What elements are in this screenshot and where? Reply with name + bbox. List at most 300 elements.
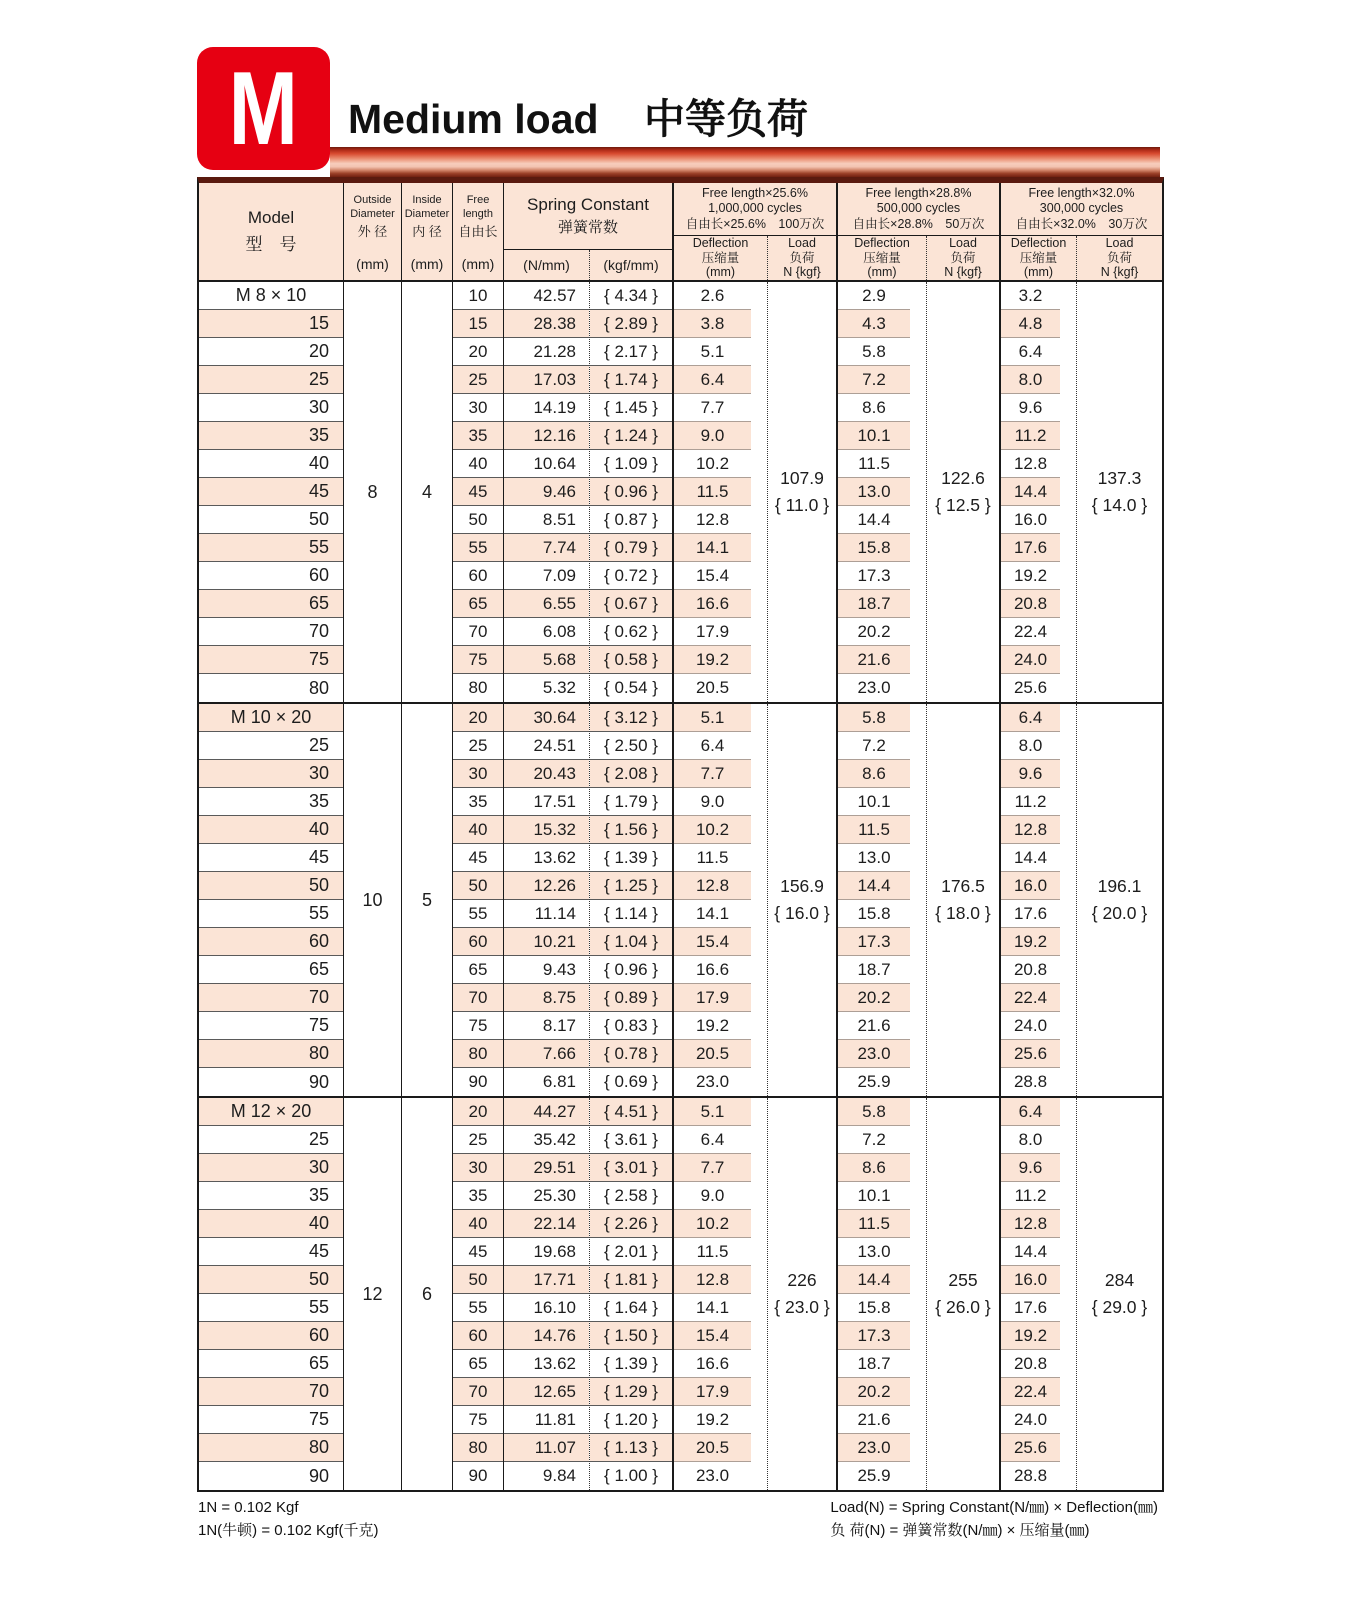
deflection-cell: 19.2 bbox=[1001, 928, 1060, 956]
model-cell: 60 bbox=[199, 1322, 343, 1350]
free-length-cell: 80 bbox=[453, 1434, 503, 1462]
deflection-cell: 6.4 bbox=[1001, 1098, 1060, 1126]
spring-constant-n-cell: 14.19 bbox=[504, 394, 589, 422]
header-free-length-zh: 自由长 bbox=[458, 224, 498, 240]
load-value-n: 107.9 bbox=[780, 467, 824, 488]
header-deflection-1: Deflection 压缩量 (mm) bbox=[674, 236, 768, 280]
spring-constant-kgf-cell: { 1.64 } bbox=[590, 1294, 672, 1322]
model-cell: 45 bbox=[199, 478, 343, 506]
cycle1-line1: Free length×25.6% bbox=[702, 186, 808, 200]
model-cell: 35 bbox=[199, 1182, 343, 1210]
spring-constant-kgf-cell: { 2.50 } bbox=[590, 732, 672, 760]
model-cell: 65 bbox=[199, 956, 343, 984]
deflection-cell: 10.2 bbox=[674, 450, 751, 478]
header-inside-l1: Inside bbox=[412, 193, 442, 206]
deflection-cell: 16.6 bbox=[674, 590, 751, 618]
header-inside-diameter bbox=[402, 183, 453, 280]
deflection-cell: 22.4 bbox=[1001, 984, 1060, 1012]
spring-constant-n-cell: 21.28 bbox=[504, 338, 589, 366]
spring-constant-kgf-cell: { 2.17 } bbox=[590, 338, 672, 366]
model-cell: 75 bbox=[199, 1406, 343, 1434]
deflection-cell: 14.4 bbox=[1001, 844, 1060, 872]
deflection-cell: 12.8 bbox=[1001, 816, 1060, 844]
free-length-cell: 40 bbox=[453, 450, 503, 478]
spring-constant-kgf-cell: { 2.58 } bbox=[590, 1182, 672, 1210]
outside-diameter-cell: 10 bbox=[344, 704, 402, 1096]
load-column-3 bbox=[1077, 282, 1162, 702]
deflection-cell: 8.0 bbox=[1001, 732, 1060, 760]
deflection-cell: 25.9 bbox=[857, 1466, 891, 1485]
brand-logo bbox=[197, 47, 330, 170]
deflection-column-2 bbox=[838, 1098, 927, 1490]
deflection-cell: 17.6 bbox=[1001, 1294, 1060, 1322]
spring-constant-n-cell: 17.03 bbox=[504, 366, 589, 394]
free-length-cell: 55 bbox=[453, 900, 503, 928]
free-length-cell: 70 bbox=[453, 618, 503, 646]
deflection-cell: 7.2 bbox=[838, 1126, 910, 1154]
model-cell: 70 bbox=[199, 618, 343, 646]
deflection-cell: 12.8 bbox=[1001, 450, 1060, 478]
spring-constant-kgf-cell: { 0.96 } bbox=[590, 956, 672, 984]
free-length-cell: 65 bbox=[453, 956, 503, 984]
free-length-cell: 25 bbox=[453, 366, 503, 394]
deflection-cell: 9.0 bbox=[674, 1182, 751, 1210]
deflection-cell: 14.1 bbox=[674, 1294, 751, 1322]
load-value-n: 137.3 bbox=[1097, 467, 1142, 488]
deflection-cell: 4.8 bbox=[1001, 310, 1060, 338]
outside-diameter-cell: 12 bbox=[344, 1098, 402, 1490]
free-length-column bbox=[453, 1098, 504, 1490]
free-length-cell: 70 bbox=[453, 984, 503, 1012]
deflection-cell: 8.0 bbox=[1001, 366, 1060, 394]
deflection-cell: 21.6 bbox=[838, 646, 910, 674]
spring-constant-kgf-cell: { 2.26 } bbox=[590, 1210, 672, 1238]
free-length-column bbox=[453, 282, 504, 702]
spring-constant-n-cell: 11.07 bbox=[504, 1434, 589, 1462]
deflection-cell: 20.5 bbox=[695, 678, 730, 697]
deflection-column-1 bbox=[674, 282, 768, 702]
deflection-cell: 16.0 bbox=[1001, 506, 1060, 534]
model-cell: 65 bbox=[199, 590, 343, 618]
deflection-cell: 24.0 bbox=[1001, 1012, 1060, 1040]
spring-constant-kgf-cell: { 1.29 } bbox=[590, 1378, 672, 1406]
red-gradient-bar bbox=[330, 147, 1160, 177]
header-load-3: Load 负荷 N {kgf} bbox=[1100, 235, 1139, 280]
header-unit-kgf-mm: (kgf/mm) bbox=[603, 256, 659, 273]
model-cell: 50 bbox=[199, 872, 343, 900]
deflection-cell: 13.0 bbox=[838, 1238, 910, 1266]
deflection-cell: 16.6 bbox=[674, 956, 751, 984]
model-column bbox=[199, 282, 344, 702]
table-header bbox=[199, 183, 1162, 282]
deflection-cell: 15.4 bbox=[674, 928, 751, 956]
outside-diameter-cell: 8 bbox=[344, 282, 402, 702]
deflection-cell: 28.8 bbox=[1013, 1072, 1048, 1091]
deflection-cell: 21.6 bbox=[838, 1012, 910, 1040]
deflection-cell: 15.4 bbox=[674, 562, 751, 590]
deflection-cell: 6.4 bbox=[1001, 704, 1060, 732]
spring-constant-n-cell: 14.76 bbox=[504, 1322, 589, 1350]
spring-constant-n-cell: 12.26 bbox=[504, 872, 589, 900]
model-cell: 35 bbox=[199, 422, 343, 450]
spring-constant-kgf-cell: { 1.81 } bbox=[590, 1266, 672, 1294]
deflection-cell: 14.4 bbox=[838, 872, 910, 900]
free-length-cell: 70 bbox=[453, 1378, 503, 1406]
deflection-cell: 21.6 bbox=[838, 1406, 910, 1434]
deflection-cell: 6.4 bbox=[674, 1126, 751, 1154]
free-length-cell: 65 bbox=[453, 590, 503, 618]
deflection-cell: 3.8 bbox=[674, 310, 751, 338]
header-free-length bbox=[453, 183, 504, 280]
spring-constant-n-cell: 11.14 bbox=[504, 900, 589, 928]
deflection-cell: 15.8 bbox=[838, 900, 910, 928]
spring-constant-kgf-cell: { 0.96 } bbox=[590, 478, 672, 506]
model-cell: 70 bbox=[199, 984, 343, 1012]
spring-constant-n-cell: 9.46 bbox=[504, 478, 589, 506]
free-length-cell: 25 bbox=[453, 1126, 503, 1154]
load-value-n: 176.5 bbox=[941, 875, 985, 896]
header-spring-constant-en: Spring Constant bbox=[527, 194, 649, 214]
spring-constant-kgf-cell: { 4.51 } bbox=[590, 1098, 672, 1126]
spring-constant-kgf-cell: { 1.14 } bbox=[590, 900, 672, 928]
deflection-cell: 7.2 bbox=[838, 732, 910, 760]
free-length-cell: 30 bbox=[453, 1154, 503, 1182]
free-length-cell: 20 bbox=[453, 704, 503, 732]
inside-diameter-cell: 4 bbox=[402, 282, 453, 702]
deflection-cell: 20.5 bbox=[674, 1434, 751, 1462]
load-value-kgf: { 29.0 } bbox=[1091, 1297, 1148, 1317]
deflection-cell: 19.2 bbox=[674, 646, 751, 674]
deflection-column-3 bbox=[1001, 704, 1077, 1096]
model-cell: 30 bbox=[199, 1154, 343, 1182]
inside-diameter-cell: 6 bbox=[402, 1098, 453, 1490]
model-cell: 50 bbox=[199, 1266, 343, 1294]
deflection-cell: 23.0 bbox=[695, 1072, 730, 1091]
deflection-cell: 2.9 bbox=[838, 282, 910, 310]
header-outside-l1: Outside bbox=[353, 193, 392, 206]
spring-constant-n-cell: 19.68 bbox=[504, 1238, 589, 1266]
model-cell: 70 bbox=[199, 1378, 343, 1406]
load-value-n: 226 bbox=[787, 1269, 817, 1290]
spring-constant-n-cell: 25.30 bbox=[504, 1182, 589, 1210]
free-length-cell: 15 bbox=[453, 310, 503, 338]
spring-constant-kgf-cell: { 0.83 } bbox=[590, 1012, 672, 1040]
header-spring-constant bbox=[504, 183, 674, 280]
model-cell: 55 bbox=[199, 900, 343, 928]
model-group-2 bbox=[199, 1096, 1162, 1490]
spring-constant-n-cell: 10.64 bbox=[504, 450, 589, 478]
page-title bbox=[348, 86, 808, 145]
deflection-cell: 8.6 bbox=[838, 394, 910, 422]
spring-constant-kgf-cell: { 1.56 } bbox=[590, 816, 672, 844]
spring-constant-kgf-cell: { 0.67 } bbox=[590, 590, 672, 618]
inside-diameter-cell: 5 bbox=[402, 704, 453, 1096]
spring-constant-n-cell: 44.27 bbox=[504, 1098, 589, 1126]
header-load-2: Load 负荷 N {kgf} bbox=[944, 235, 982, 280]
deflection-cell: 18.7 bbox=[838, 1350, 910, 1378]
deflection-cell: 7.2 bbox=[838, 366, 910, 394]
cycle3-line3: 自由长×32.0% 30万次 bbox=[1015, 216, 1148, 231]
header-unit-n-mm: (N/mm) bbox=[504, 250, 590, 280]
model-cell: M 8 × 10 bbox=[199, 282, 343, 310]
deflection-cell: 25.6 bbox=[1013, 678, 1048, 697]
spring-constant-kgf-cell: { 0.89 } bbox=[590, 984, 672, 1012]
spring-constant-n-cell: 30.64 bbox=[504, 704, 589, 732]
model-cell: 55 bbox=[199, 534, 343, 562]
deflection-cell: 17.9 bbox=[674, 618, 751, 646]
deflection-cell: 8.0 bbox=[1001, 1126, 1060, 1154]
deflection-cell: 11.5 bbox=[838, 816, 910, 844]
model-cell: M 10 × 20 bbox=[199, 704, 343, 732]
spring-constant-n-cell: 13.62 bbox=[504, 1350, 589, 1378]
deflection-cell: 16.0 bbox=[1001, 872, 1060, 900]
model-cell: 25 bbox=[199, 366, 343, 394]
header-inside-unit: (mm) bbox=[410, 256, 444, 273]
free-length-cell: 75 bbox=[453, 1012, 503, 1040]
deflection-cell: 25.6 bbox=[1001, 1434, 1060, 1462]
spring-constant-n-cell: 28.38 bbox=[504, 310, 589, 338]
deflection-cell: 14.4 bbox=[1001, 1238, 1060, 1266]
deflection-cell: 17.3 bbox=[838, 562, 910, 590]
spring-constant-n-cell: 6.55 bbox=[504, 590, 589, 618]
header-deflection-2: Deflection 压缩量 (mm) bbox=[838, 236, 927, 280]
spring-constant-kgf-cell: { 1.50 } bbox=[590, 1322, 672, 1350]
free-length-cell: 75 bbox=[453, 646, 503, 674]
deflection-cell: 10.1 bbox=[838, 1182, 910, 1210]
deflection-cell: 10.1 bbox=[838, 788, 910, 816]
spring-constant-n-cell: 8.51 bbox=[504, 506, 589, 534]
footnote-conversion-zh: 1N(牛顿) = 0.102 Kgf(千克) bbox=[198, 1522, 379, 1539]
deflection-cell: 8.6 bbox=[838, 1154, 910, 1182]
deflection-cell: 8.6 bbox=[838, 760, 910, 788]
deflection-cell: 23.0 bbox=[695, 1466, 730, 1485]
load-value-n: 284 bbox=[1104, 1269, 1135, 1290]
free-length-cell: 45 bbox=[453, 844, 503, 872]
deflection-cell: 24.0 bbox=[1001, 1406, 1060, 1434]
deflection-cell: 20.8 bbox=[1001, 1350, 1060, 1378]
load-value-kgf: { 11.0 } bbox=[774, 495, 830, 515]
spring-constant-kgf-cell: { 2.01 } bbox=[590, 1238, 672, 1266]
spring-constant-kgf-cell: { 0.79 } bbox=[590, 534, 672, 562]
spring-constant-n-cell: 6.08 bbox=[504, 618, 589, 646]
load-value-kgf: { 12.5 } bbox=[935, 495, 991, 515]
spring-constant-kgf-cell: { 0.54 } bbox=[604, 678, 658, 697]
header-deflection-3: Deflection 压缩量 (mm) bbox=[1001, 236, 1077, 280]
load-value-n: 122.6 bbox=[941, 467, 985, 488]
free-length-cell: 40 bbox=[453, 1210, 503, 1238]
model-cell: 40 bbox=[199, 450, 343, 478]
free-length-cell: 25 bbox=[453, 732, 503, 760]
model-cell: 80 bbox=[199, 1434, 343, 1462]
free-length-column bbox=[453, 704, 504, 1096]
deflection-cell: 15.4 bbox=[674, 1322, 751, 1350]
spring-constant-kgf-cell: { 2.89 } bbox=[590, 310, 672, 338]
header-inside-zh: 内 径 bbox=[412, 224, 442, 240]
header-free-length-l1: Free bbox=[466, 193, 490, 206]
spring-constant-n-cell: 12.16 bbox=[504, 422, 589, 450]
spring-constant-n-cell: 15.32 bbox=[504, 816, 589, 844]
deflection-cell: 6.4 bbox=[1001, 338, 1060, 366]
deflection-cell: 7.7 bbox=[674, 394, 751, 422]
free-length-cell: 50 bbox=[453, 872, 503, 900]
model-cell: 60 bbox=[199, 928, 343, 956]
model-cell: 40 bbox=[199, 1210, 343, 1238]
deflection-cell: 5.8 bbox=[838, 338, 910, 366]
spring-constant-n-cell: 7.74 bbox=[504, 534, 589, 562]
model-cell: 50 bbox=[199, 506, 343, 534]
load-column-3 bbox=[1077, 704, 1162, 1096]
spring-constant-n-cell: 17.71 bbox=[504, 1266, 589, 1294]
spring-constant-kgf-cell: { 3.12 } bbox=[590, 704, 672, 732]
deflection-cell: 13.0 bbox=[838, 844, 910, 872]
deflection-cell: 17.6 bbox=[1001, 534, 1060, 562]
free-length-cell: 90 bbox=[468, 1466, 488, 1485]
spring-constant-n-cell: 9.84 bbox=[542, 1466, 576, 1485]
load-value-n: 255 bbox=[948, 1269, 978, 1290]
spring-constant-n-column bbox=[504, 282, 590, 702]
deflection-cell: 10.2 bbox=[674, 816, 751, 844]
cycle1-line3: 自由长×25.6% 100万次 bbox=[685, 216, 825, 231]
header-outside-l2: Diameter bbox=[350, 207, 395, 220]
model-cell: 30 bbox=[199, 760, 343, 788]
spring-constant-kgf-cell: { 0.58 } bbox=[590, 646, 672, 674]
header-model-zh: 型 号 bbox=[245, 234, 297, 254]
free-length-cell: 80 bbox=[453, 1040, 503, 1068]
free-length-cell: 30 bbox=[453, 394, 503, 422]
header-load-1: Load 负荷 N {kgf} bbox=[783, 235, 821, 280]
spring-constant-kgf-cell: { 0.72 } bbox=[590, 562, 672, 590]
deflection-cell: 5.1 bbox=[674, 338, 751, 366]
model-cell: 25 bbox=[199, 732, 343, 760]
model-cell: 45 bbox=[199, 844, 343, 872]
spring-constant-kgf-cell: { 1.04 } bbox=[590, 928, 672, 956]
deflection-cell: 19.2 bbox=[1001, 1322, 1060, 1350]
model-group-0 bbox=[199, 282, 1162, 702]
model-group-1 bbox=[199, 702, 1162, 1096]
model-cell: 40 bbox=[199, 816, 343, 844]
deflection-cell: 17.9 bbox=[674, 1378, 751, 1406]
spring-constant-kgf-cell: { 1.24 } bbox=[590, 422, 672, 450]
header-cycle-group-2 bbox=[838, 183, 1001, 280]
free-length-cell: 35 bbox=[453, 788, 503, 816]
model-cell: 45 bbox=[199, 1238, 343, 1266]
footnote-right bbox=[830, 1496, 1158, 1542]
load-value-kgf: { 23.0 } bbox=[774, 1297, 830, 1317]
deflection-cell: 5.8 bbox=[838, 1098, 910, 1126]
model-cell: 60 bbox=[199, 562, 343, 590]
spring-constant-n-cell: 22.14 bbox=[504, 1210, 589, 1238]
footnote-formula-zh: 负 荷(N) = 弹簧常数(N/㎜) × 压缩量(㎜) bbox=[830, 1522, 1090, 1539]
header-outside-unit: (mm) bbox=[356, 256, 389, 273]
free-length-cell: 80 bbox=[468, 678, 488, 697]
deflection-cell: 2.6 bbox=[674, 282, 751, 310]
load-value-kgf: { 26.0 } bbox=[935, 1297, 991, 1317]
model-cell: 80 bbox=[308, 677, 329, 698]
model-cell: 55 bbox=[199, 1294, 343, 1322]
deflection-cell: 17.3 bbox=[838, 928, 910, 956]
model-column bbox=[199, 1098, 344, 1490]
free-length-cell: 60 bbox=[453, 928, 503, 956]
spring-constant-n-cell: 8.75 bbox=[504, 984, 589, 1012]
free-length-cell: 35 bbox=[453, 422, 503, 450]
deflection-cell: 20.2 bbox=[838, 1378, 910, 1406]
model-cell: 75 bbox=[199, 646, 343, 674]
cycle1-line2: 1,000,000 cycles bbox=[708, 201, 802, 216]
spring-constant-kgf-cell: { 1.25 } bbox=[590, 872, 672, 900]
deflection-cell: 6.4 bbox=[674, 732, 751, 760]
spring-constant-n-column bbox=[504, 704, 590, 1096]
spring-constant-n-cell: 17.51 bbox=[504, 788, 589, 816]
header-spring-constant-zh: 弹簧常数 bbox=[557, 219, 618, 237]
deflection-cell: 7.7 bbox=[674, 1154, 751, 1182]
spring-constant-n-cell: 16.10 bbox=[504, 1294, 589, 1322]
free-length-cell: 90 bbox=[468, 1072, 488, 1091]
deflection-cell: 16.0 bbox=[1001, 1266, 1060, 1294]
model-cell: 80 bbox=[199, 1040, 343, 1068]
spring-constant-kgf-column bbox=[590, 1098, 674, 1490]
spring-constant-kgf-cell: { 2.08 } bbox=[590, 760, 672, 788]
spring-constant-n-cell: 42.57 bbox=[504, 282, 589, 310]
deflection-column-1 bbox=[674, 1098, 768, 1490]
load-column-2 bbox=[927, 1098, 1001, 1490]
cycle3-line2: 300,000 cycles bbox=[1039, 201, 1124, 216]
deflection-cell: 25.6 bbox=[1001, 1040, 1060, 1068]
header-free-length-l2: length bbox=[463, 207, 493, 220]
deflection-cell: 7.7 bbox=[674, 760, 751, 788]
spring-constant-n-cell: 6.81 bbox=[542, 1072, 576, 1091]
spring-spec-table bbox=[197, 177, 1164, 1492]
model-cell: M 12 × 20 bbox=[199, 1098, 343, 1126]
spring-constant-kgf-column bbox=[590, 282, 674, 702]
deflection-cell: 20.2 bbox=[838, 984, 910, 1012]
deflection-cell: 12.8 bbox=[674, 1266, 751, 1294]
free-length-cell: 55 bbox=[453, 534, 503, 562]
spring-constant-kgf-cell: { 1.39 } bbox=[590, 1350, 672, 1378]
load-value-kgf: { 16.0 } bbox=[774, 903, 830, 923]
deflection-cell: 14.4 bbox=[1001, 478, 1060, 506]
free-length-cell: 50 bbox=[453, 506, 503, 534]
header-free-length-unit: (mm) bbox=[461, 256, 495, 273]
cycle2-line3: 自由长×28.8% 50万次 bbox=[852, 216, 985, 231]
spring-constant-kgf-cell: { 0.78 } bbox=[590, 1040, 672, 1068]
deflection-cell: 5.1 bbox=[674, 1098, 751, 1126]
model-cell: 15 bbox=[199, 310, 343, 338]
load-value-n: 196.1 bbox=[1097, 875, 1142, 896]
deflection-cell: 17.3 bbox=[838, 1322, 910, 1350]
deflection-cell: 12.8 bbox=[674, 872, 751, 900]
deflection-cell: 17.9 bbox=[674, 984, 751, 1012]
free-length-cell: 60 bbox=[453, 1322, 503, 1350]
model-cell: 35 bbox=[199, 788, 343, 816]
deflection-cell: 15.8 bbox=[838, 1294, 910, 1322]
deflection-cell: 9.6 bbox=[1001, 760, 1060, 788]
deflection-cell: 24.0 bbox=[1001, 646, 1060, 674]
deflection-cell: 9.6 bbox=[1001, 394, 1060, 422]
deflection-cell: 23.0 bbox=[838, 1434, 910, 1462]
cycle3-line1: Free length×32.0% bbox=[1028, 186, 1135, 200]
deflection-cell: 11.5 bbox=[838, 450, 910, 478]
header-inside-l2: Diameter bbox=[404, 207, 450, 220]
deflection-cell: 9.0 bbox=[674, 788, 751, 816]
load-column-3 bbox=[1077, 1098, 1162, 1490]
deflection-cell: 23.0 bbox=[857, 678, 891, 697]
free-length-cell: 45 bbox=[453, 1238, 503, 1266]
deflection-cell: 10.2 bbox=[674, 1210, 751, 1238]
deflection-cell: 20.8 bbox=[1001, 590, 1060, 618]
spring-constant-kgf-cell: { 0.69 } bbox=[604, 1072, 658, 1091]
load-value-kgf: { 18.0 } bbox=[935, 903, 991, 923]
spring-constant-kgf-cell: { 0.62 } bbox=[590, 618, 672, 646]
